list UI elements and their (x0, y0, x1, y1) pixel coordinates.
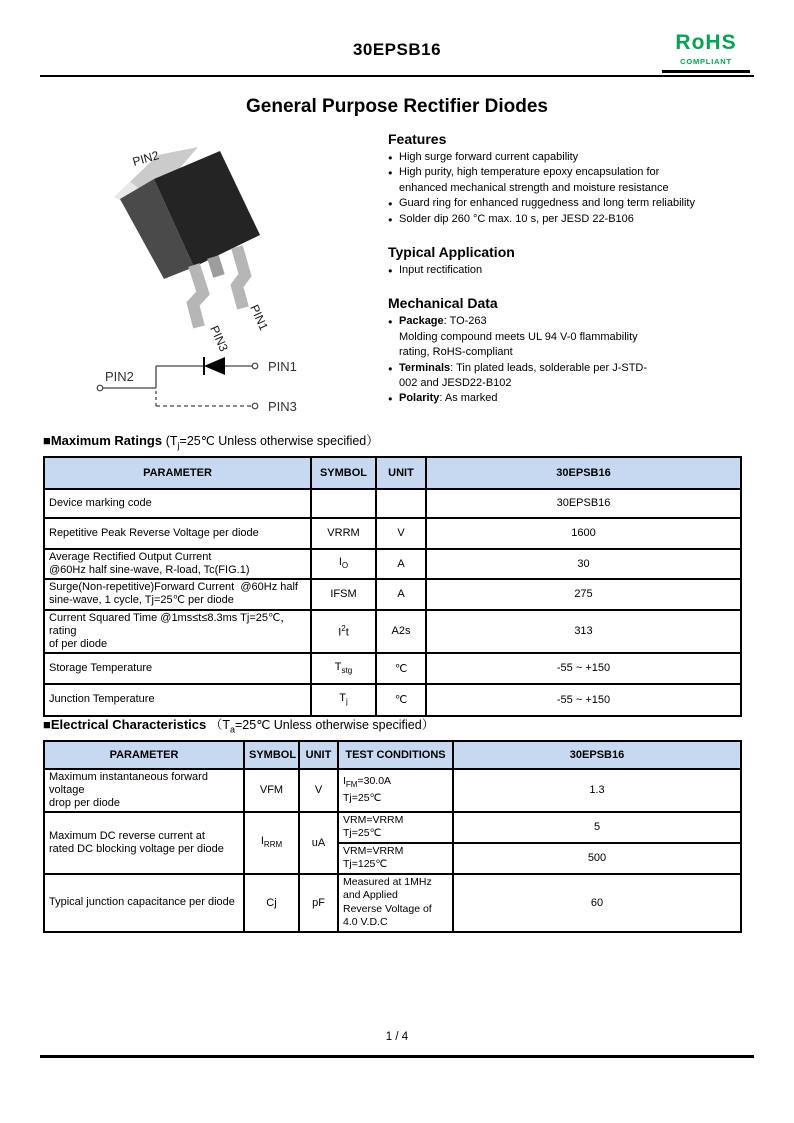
electrical-characteristics-heading (43, 715, 743, 735)
pin1-terminal-circle (252, 363, 258, 369)
table-row (44, 684, 741, 716)
ec-value: 60 (453, 874, 741, 932)
ec-parameter: Maximum DC reverse current at rated DC blocking voltage per diode (44, 812, 244, 874)
electrical-characteristics-title: ■Electrical Characteristics (43, 717, 207, 732)
ec-value: 500 (453, 843, 741, 874)
ec-col-conditions: TEST CONDITIONS (338, 741, 453, 769)
table-row (44, 874, 741, 932)
mr-value: -55 ~ +150 (426, 684, 741, 716)
mr-unit: ℃ (376, 684, 426, 716)
maximum-ratings-header-row (44, 457, 741, 489)
ec-parameter: Maximum instantaneous forward voltage drop per diode (44, 769, 244, 812)
electrical-characteristics-condition: （$T_a=25℃$ Unless otherwise specified） (209, 718, 435, 735)
mr-parameter: Current Squared Time @1ms≤t≤8.3ms Tj=25℃，rating of per diode (44, 610, 311, 653)
table-row (44, 653, 741, 684)
pin3-terminal-circle (252, 403, 258, 409)
typical-application-heading: Typical Application (388, 244, 515, 261)
package-pin2-label: PIN2 (130, 148, 161, 169)
rohs-badge (662, 32, 750, 73)
page-indicator: 1 / 4 (385, 1031, 409, 1043)
mr-unit: A2s (376, 610, 426, 653)
ec-value: 1.3 (453, 769, 741, 812)
mr-symbol: $I^2t$ (311, 610, 376, 653)
table-row (44, 489, 741, 518)
package-lead-middle-stub (213, 257, 219, 276)
ec-conditions: VRM=VRRM Tj=25℃ (338, 812, 453, 843)
package-pin3-label: PIN3 (207, 323, 231, 354)
maximum-ratings-title: ■Maximum Ratings (43, 433, 163, 448)
feature-item-2: ● High purity, high temperature epoxy encapsulation for enhanced mechanical strength and moisture resistance (388, 165, 724, 196)
mr-symbol (311, 489, 376, 518)
footer-rule (40, 1055, 754, 1058)
pin-schematic (92, 350, 322, 416)
mr-symbol: $T_{stg}$ (311, 653, 376, 684)
part-number-title: 30EPSB16 (352, 40, 442, 59)
table-row (44, 812, 741, 843)
pin2-terminal-circle (97, 385, 103, 391)
mechanical-item-polarity: ● Polarity: As marked (388, 391, 724, 406)
mr-parameter: Repetitive Peak Reverse Voltage per diode (44, 518, 311, 549)
mr-unit: A (376, 549, 426, 579)
maximum-ratings-section (43, 431, 743, 717)
mr-unit: ℃ (376, 653, 426, 684)
mr-unit (376, 489, 426, 518)
package-lead-pin1 (237, 247, 245, 308)
mechanical-item-terminals: ● Terminals: Tin plated leads, solderable per J-STD- 002 and JESD22-B102 (388, 361, 724, 392)
mr-symbol: IFSM (311, 579, 376, 610)
mr-value: 1600 (426, 518, 741, 549)
ec-col-unit: UNIT (299, 741, 338, 769)
typical-application-item-1: ● Input rectification (388, 263, 724, 278)
mr-parameter: Surge(Non-repetitive)Forward Current @60Hz half sine-wave, 1 cycle, Tj=25℃ per diode (44, 579, 311, 610)
mr-value: 313 (426, 610, 741, 653)
package-pin1-label: PIN1 (247, 302, 271, 333)
mr-col-unit: UNIT (376, 457, 426, 489)
package-photo-to263 (100, 135, 300, 355)
features-list (388, 150, 724, 227)
schematic-pin3-label: PIN3 (268, 399, 297, 414)
mr-symbol: $T_j$ (311, 684, 376, 716)
right-column (388, 131, 724, 407)
ec-conditions: VRM=VRRM Tj=125℃ (338, 843, 453, 874)
mechanical-item-package: ● Package: TO-263 Molding compound meets UL 94 V-0 flammability rating, RoHS-compliant (388, 314, 724, 360)
electrical-characteristics-table (43, 740, 742, 933)
mr-symbol: VRRM (311, 518, 376, 549)
mechanical-data-list (388, 314, 724, 406)
table-row (44, 518, 741, 549)
ec-col-symbol: SYMBOL (244, 741, 299, 769)
ec-symbol: Cj (244, 874, 299, 932)
schematic-pin1-label: PIN1 (268, 359, 297, 374)
typical-application-list (388, 263, 724, 278)
ec-symbol: $I_{RRM}$ (244, 812, 299, 874)
mr-parameter: Device marking code (44, 489, 311, 518)
mr-col-parameter: PARAMETER (44, 457, 311, 489)
feature-item-4: ● Solder dip 260 °C max. 10 s, per JESD 22-B106 (388, 212, 724, 227)
electrical-characteristics-section (43, 715, 743, 933)
rohs-underline (662, 70, 750, 73)
ec-parameter: Typical junction capacitance per diode (44, 874, 244, 932)
rohs-compliant-label: COMPLIANT (680, 57, 732, 66)
feature-item-1: ● High surge forward current capability (388, 150, 724, 165)
document-title: General Purpose Rectifier Diodes (246, 96, 548, 117)
table-row (44, 610, 741, 653)
ec-conditions: $I_{FM}=30.0A$ Tj=25℃ (338, 769, 453, 812)
mechanical-data-heading: Mechanical Data (388, 295, 498, 312)
header-rule (40, 75, 754, 77)
ec-unit: uA (299, 812, 338, 874)
ec-conditions: Measured at 1MHz and Applied Reverse Voltage of 4.0 V.D.C (338, 874, 453, 932)
maximum-ratings-heading (43, 431, 743, 451)
mr-value: 30 (426, 549, 741, 579)
features-heading: Features (388, 131, 447, 147)
ec-symbol: VFM (244, 769, 299, 812)
maximum-ratings-condition: ($T_j=25℃$ Unless otherwise specified） (165, 434, 379, 451)
mr-parameter: Storage Temperature (44, 653, 311, 684)
ec-value: 5 (453, 812, 741, 843)
mr-unit: V (376, 518, 426, 549)
table-row (44, 579, 741, 610)
mr-unit: A (376, 579, 426, 610)
diode-triangle (204, 357, 225, 375)
package-lead-pin3 (193, 265, 203, 327)
table-row (44, 549, 741, 579)
mr-symbol: $I_O$ (311, 549, 376, 579)
mr-value: 275 (426, 579, 741, 610)
ec-unit: pF (299, 874, 338, 932)
mr-col-symbol: SYMBOL (311, 457, 376, 489)
mr-col-part: 30EPSB16 (426, 457, 741, 489)
ec-unit: V (299, 769, 338, 812)
mr-parameter: Average Rectified Output Current @60Hz half sine-wave, R-load, Tc(FIG.1) (44, 549, 311, 579)
rohs-logo-text: RoHS (675, 31, 737, 54)
ec-col-parameter: PARAMETER (44, 741, 244, 769)
mr-value: -55 ~ +150 (426, 653, 741, 684)
feature-item-3: ● Guard ring for enhanced ruggedness and long term reliability (388, 196, 724, 211)
ec-header-row (44, 741, 741, 769)
schematic-pin2-label: PIN2 (105, 369, 134, 384)
mr-parameter: Junction Temperature (44, 684, 311, 716)
mr-value: 30EPSB16 (426, 489, 741, 518)
ec-col-part: 30EPSB16 (453, 741, 741, 769)
table-row (44, 769, 741, 812)
maximum-ratings-table (43, 456, 742, 717)
